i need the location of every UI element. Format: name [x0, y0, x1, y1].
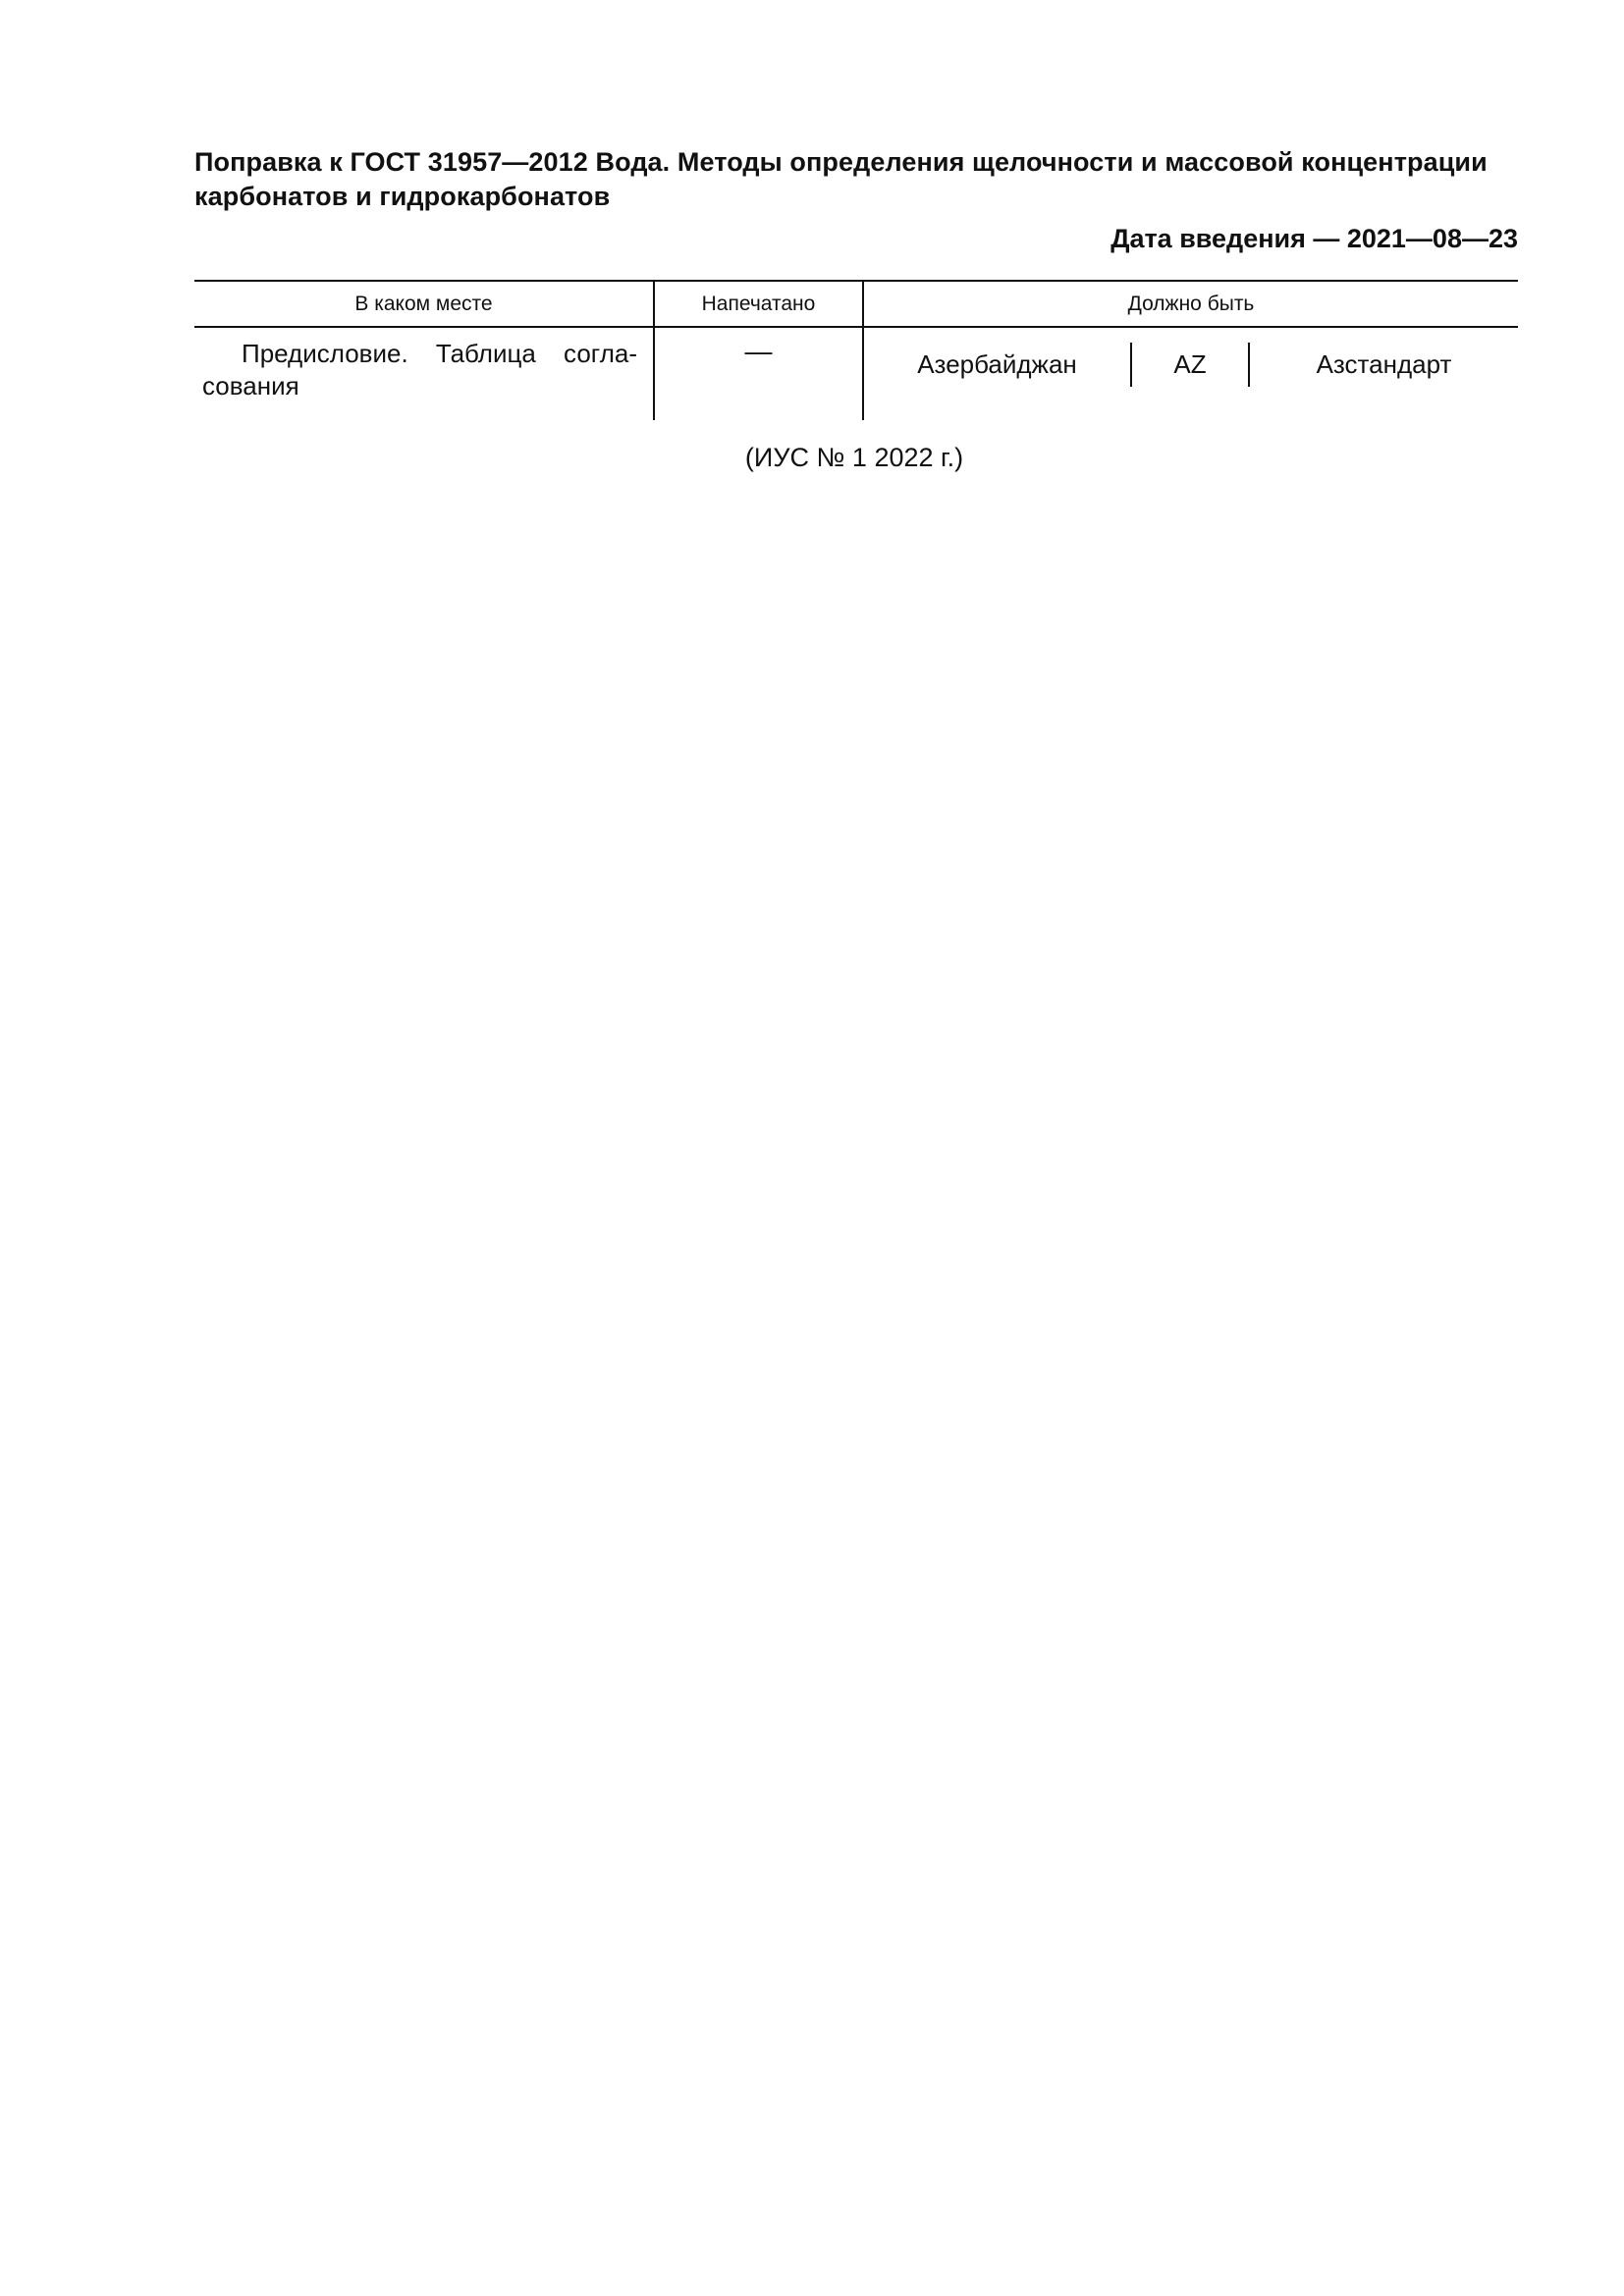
country-code: AZ: [1130, 343, 1250, 387]
table-row: [194, 327, 1518, 420]
document-title: Поправка к ГОСТ 31957—2012 Вода. Методы определения щелочности и массовой концентрации карбонатов и гидрокарбонатов: [194, 147, 1488, 211]
header-should-be: Должно быть: [863, 281, 1518, 327]
standards-body: Азстандарт: [1316, 349, 1452, 379]
country-name: Азербайджан: [917, 349, 1077, 379]
cell-should-be: [863, 327, 1518, 420]
cell-where: Предисловие. Таблица согла-сования: [202, 339, 637, 400]
ius-reference: (ИУС № 1 2022 г.): [744, 443, 964, 472]
introduction-date: Дата введения — 2021—08—23: [1110, 224, 1518, 253]
should-be-subtable: [864, 343, 1518, 387]
table-header-row: [194, 281, 1518, 327]
header-where: В каком месте: [194, 281, 654, 327]
header-printed: Напечатано: [654, 281, 863, 327]
amendment-table: [194, 280, 1518, 420]
cell-printed: —: [654, 327, 863, 420]
